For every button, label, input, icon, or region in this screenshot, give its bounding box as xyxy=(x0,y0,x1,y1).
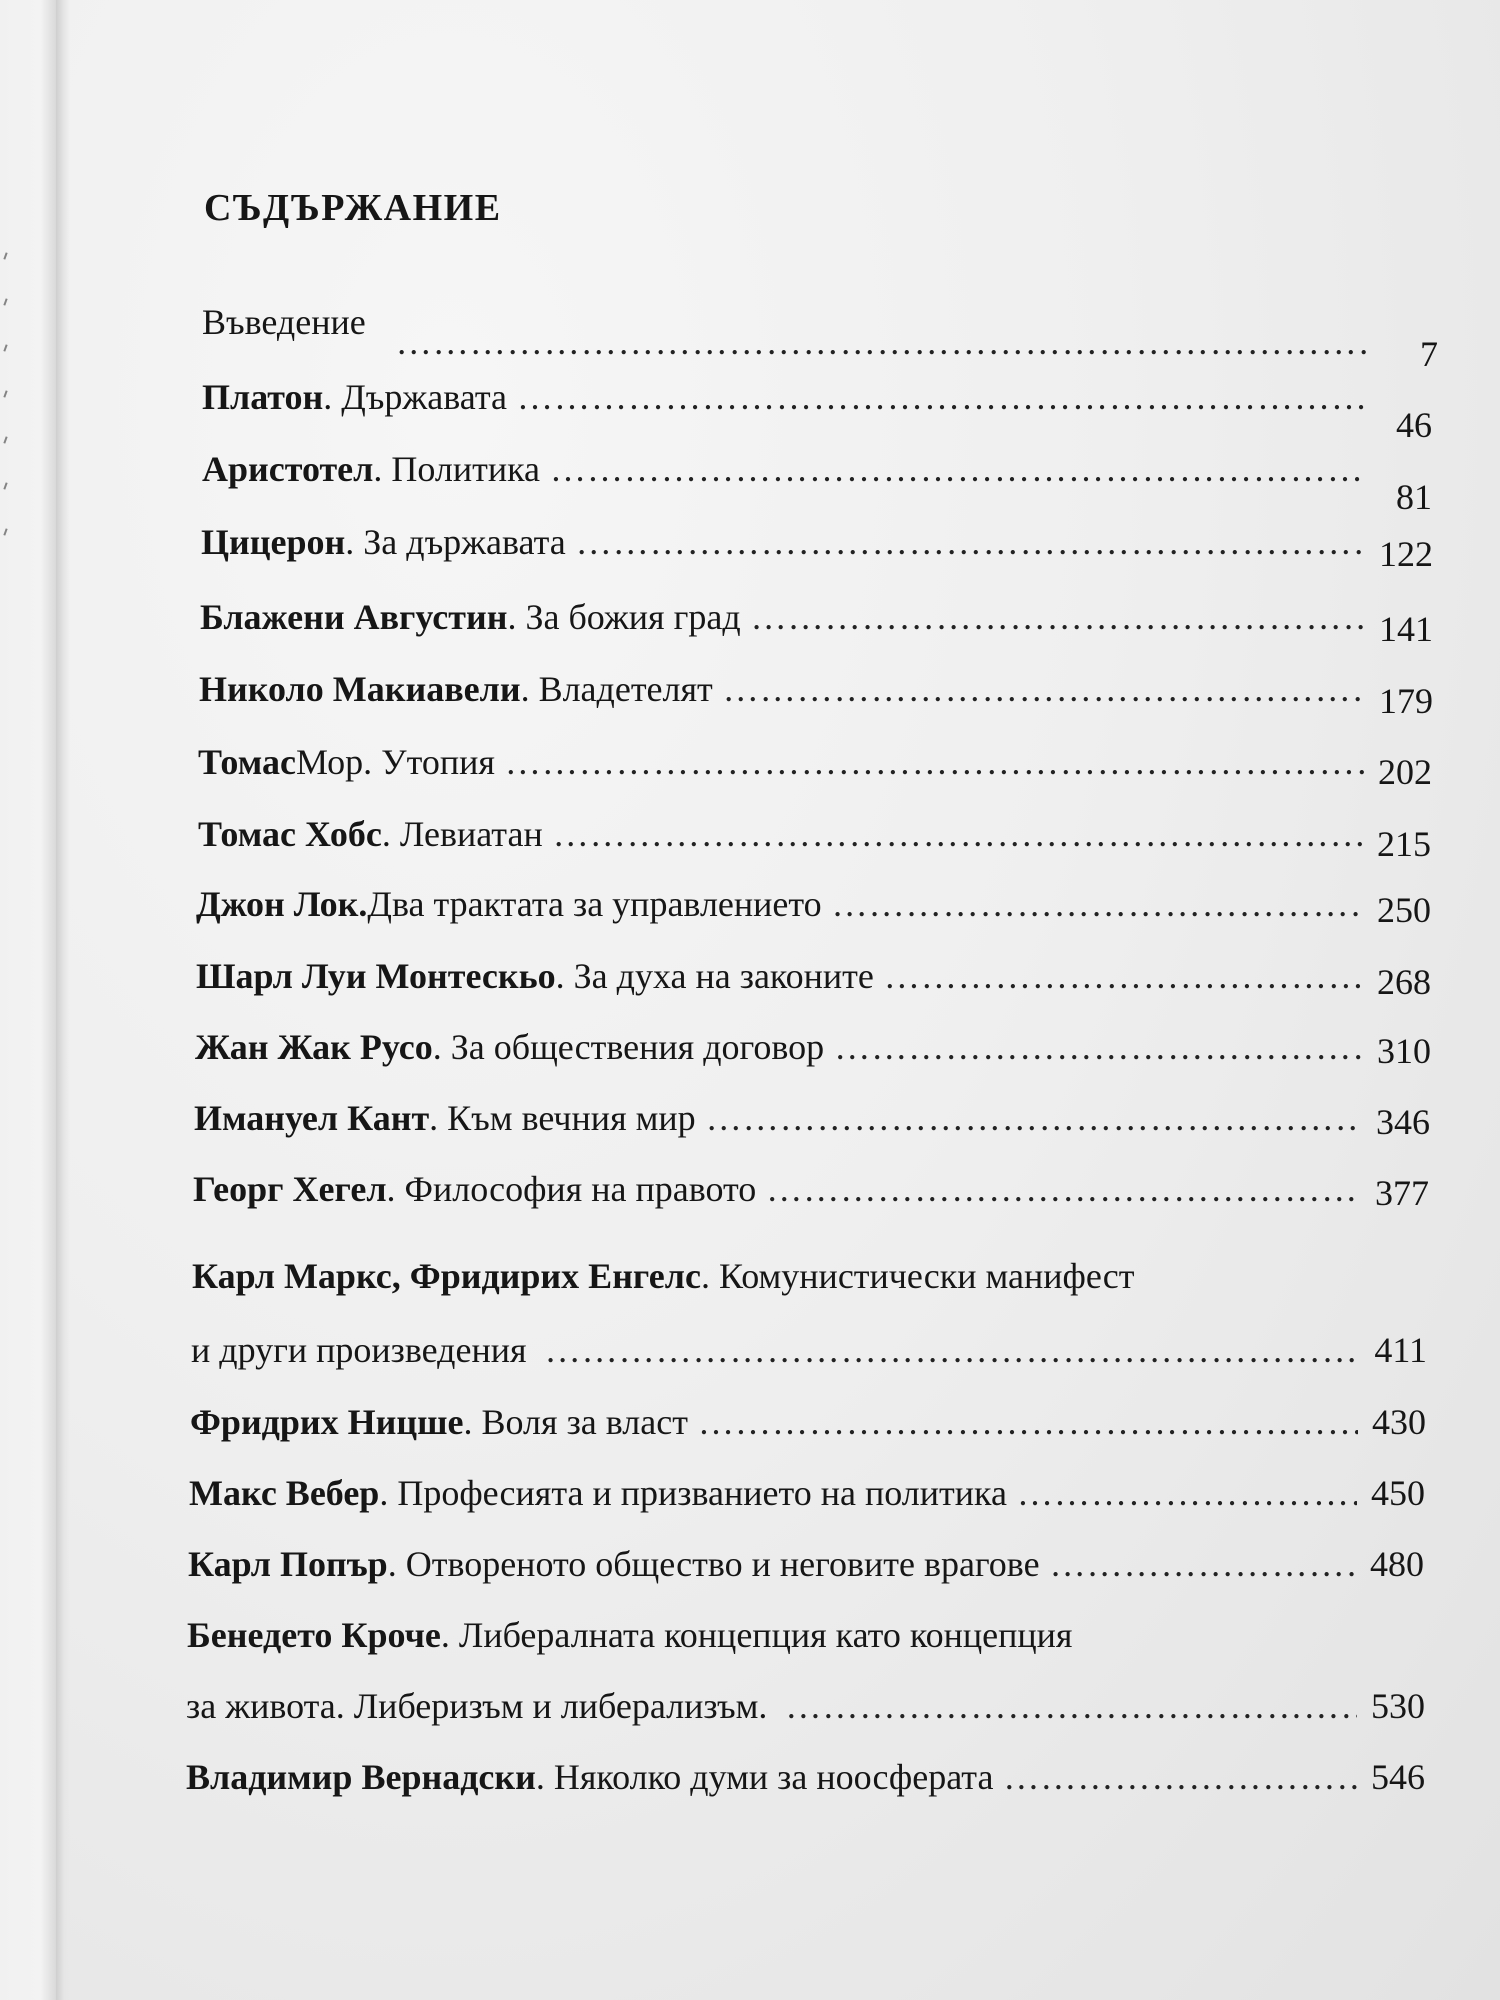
toc-page-number: 530 xyxy=(1371,1686,1425,1726)
toc-entry xyxy=(195,1025,1431,1069)
toc-page-number: 450 xyxy=(1371,1473,1425,1513)
toc-leader-dots xyxy=(517,375,1364,419)
toc-entry-author: Георг Хегел xyxy=(193,1169,387,1209)
toc-entry xyxy=(199,667,1433,721)
toc-entry-author: Макс Вебер xyxy=(189,1473,380,1513)
toc-entry xyxy=(191,1328,1427,1372)
toc-entry-continuation: за живота. Либеризъм и либерализъм. xyxy=(186,1686,768,1726)
toc-entry-author: Бенедето Кроче xyxy=(187,1615,441,1655)
toc-entry-author: Карл Маркс, Фридирих Енгелс xyxy=(192,1256,701,1296)
toc-entry xyxy=(186,1755,1425,1799)
toc-page-number: 179 xyxy=(1379,681,1433,721)
toc-entry-author: Платон xyxy=(202,377,324,417)
toc-entry-title: . За държавата xyxy=(345,522,566,562)
toc-page-number: 250 xyxy=(1377,890,1431,930)
toc-entry-author: Цицерон xyxy=(201,522,346,562)
toc-page-number: 480 xyxy=(1370,1544,1424,1584)
toc-entry-title: . Отвореното общество и неговите врагове xyxy=(387,1544,1040,1584)
toc-entry xyxy=(188,1542,1424,1586)
toc-leader-dots xyxy=(834,1025,1363,1069)
toc-entry-title: . Воля за власт xyxy=(463,1402,688,1442)
toc-entry-title: . За божия град xyxy=(507,597,741,637)
toc-entry-author: Аристотел xyxy=(202,449,374,489)
toc-entry-author: Имануел Кант xyxy=(194,1098,430,1138)
toc-entry-title: . Няколко думи за ноосферата xyxy=(535,1757,994,1797)
toc-leader-dots xyxy=(832,882,1363,926)
toc-entry-author: Шарл Луи Монтескьо xyxy=(196,956,556,996)
toc-entry xyxy=(196,882,1431,930)
toc-entry-author: Фридрих Ницше xyxy=(190,1402,464,1442)
toc-page-number: 310 xyxy=(1377,1031,1431,1071)
toc-page-number: 377 xyxy=(1375,1173,1429,1213)
toc-leader-dots xyxy=(884,954,1363,998)
toc-entry xyxy=(189,1471,1425,1515)
toc-entry xyxy=(198,812,1431,864)
toc-leader-dots xyxy=(396,320,1370,364)
toc-entry xyxy=(200,595,1433,649)
toc-entry xyxy=(194,1096,1430,1140)
toc-page-number: 268 xyxy=(1377,962,1431,1002)
toc-leader-dots xyxy=(1050,1542,1356,1586)
toc-leader-dots xyxy=(785,1684,1357,1728)
toc-entry-author: Карл Попър xyxy=(188,1544,388,1584)
toc-entry-author: Томас xyxy=(198,742,296,782)
toc-entry xyxy=(193,1167,1429,1211)
toc-entry xyxy=(202,375,1432,445)
toc-entry-author: Владимир Вернадски xyxy=(186,1757,536,1797)
toc-entry-title: . Професията и призванието на политика xyxy=(379,1473,1007,1513)
toc-entry-title: Два трактата за управлението xyxy=(367,884,822,924)
toc-leader-dots xyxy=(505,740,1364,784)
toc-entry-author: Джон Лок. xyxy=(196,884,368,924)
toc-entry-author: Блажени Августин xyxy=(200,597,508,637)
toc-leader-dots xyxy=(545,1328,1359,1372)
toc-entry xyxy=(202,447,1432,517)
toc-leader-dots xyxy=(706,1096,1362,1140)
toc-leader-dots xyxy=(723,667,1365,711)
toc-entry-title: . За духа на законите xyxy=(555,956,874,996)
toc-entry-title: . Левиатан xyxy=(381,814,543,854)
page-title: СЪДЪРЖАНИЕ xyxy=(204,187,502,229)
toc-leader-dots xyxy=(553,812,1363,856)
toc-entry-title: . Комунистически манифест xyxy=(700,1256,1135,1296)
toc-page-number: 215 xyxy=(1377,824,1431,864)
toc-entry xyxy=(202,300,1438,374)
toc-entry-author: Николо Макиавели xyxy=(199,669,521,709)
toc-entry-title: . Държавата xyxy=(323,377,507,417)
toc-entry-title: . Философия на правото xyxy=(386,1169,757,1209)
toc-entry xyxy=(201,520,1433,574)
toc-page-number: 430 xyxy=(1372,1402,1426,1442)
toc-page-number: 7 xyxy=(1420,334,1438,374)
toc-entry-author: Жан Жак Русо xyxy=(195,1027,433,1067)
toc-entry xyxy=(186,1684,1425,1728)
toc-leader-dots xyxy=(576,520,1365,564)
toc-entry-continuation: и други произведения xyxy=(191,1330,527,1370)
toc-leader-dots xyxy=(1003,1755,1357,1799)
toc-page-number: 202 xyxy=(1378,752,1432,792)
toc-entry-title: . Либералната концепция като концепция xyxy=(440,1615,1073,1655)
toc-entry xyxy=(198,740,1432,792)
toc-entry xyxy=(190,1400,1426,1444)
toc-page-number: 141 xyxy=(1379,609,1433,649)
toc-entry-first-line xyxy=(192,1254,1134,1298)
toc-entry-title: Мор. Утопия xyxy=(295,742,495,782)
toc-leader-dots xyxy=(550,447,1364,491)
toc-leader-dots xyxy=(1017,1471,1357,1515)
toc-page-number: 346 xyxy=(1376,1102,1430,1142)
toc-entry xyxy=(196,954,1431,1002)
toc-entry-title: . Към вечния мир xyxy=(429,1098,696,1138)
toc-page-number: 81 xyxy=(1396,477,1432,517)
toc-entry-title: . За обществения договор xyxy=(432,1027,825,1067)
toc-page-number: 46 xyxy=(1396,405,1432,445)
toc-leader-dots xyxy=(698,1400,1358,1444)
toc-page-number: 411 xyxy=(1374,1330,1427,1370)
toc-entry-title: . Политика xyxy=(373,449,541,489)
toc-leader-dots xyxy=(751,595,1365,639)
toc-page-number: 122 xyxy=(1379,534,1433,574)
toc-entry-title: Въведение xyxy=(202,302,366,342)
toc-entry-author: Томас Хобс xyxy=(198,814,382,854)
toc-entry-first-line xyxy=(187,1613,1072,1657)
toc-leader-dots xyxy=(766,1167,1361,1211)
toc-entry-title: . Владетелят xyxy=(520,669,713,709)
toc-page-number: 546 xyxy=(1371,1757,1425,1797)
